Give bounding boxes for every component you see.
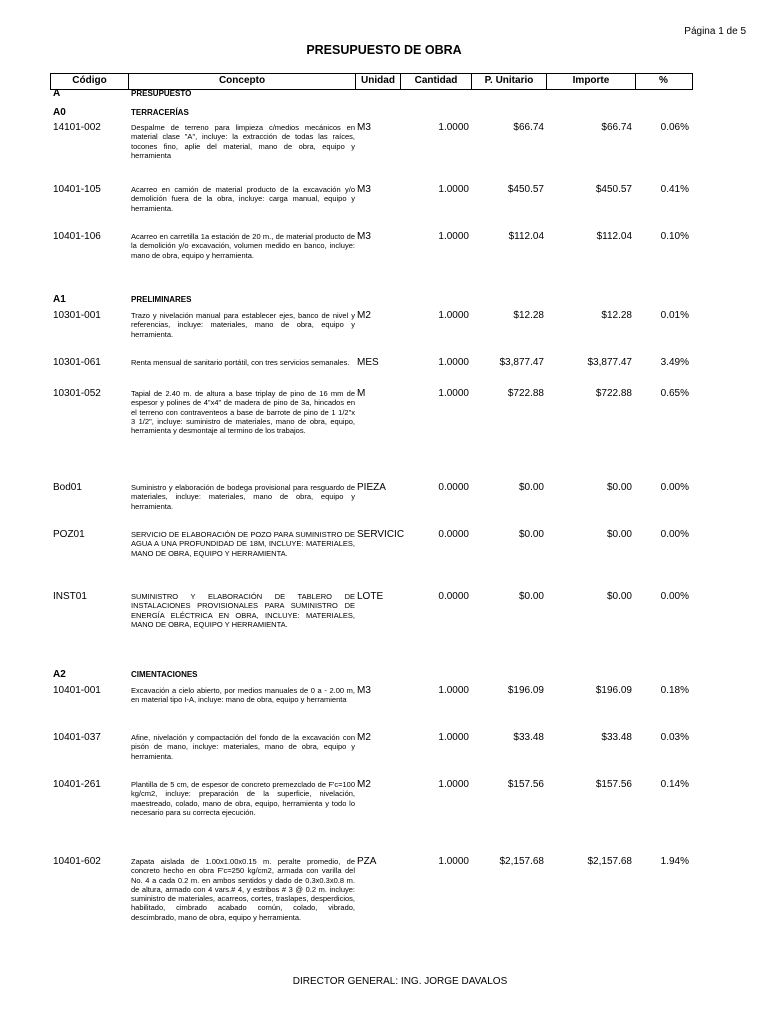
item-amount: $0.00 xyxy=(606,482,632,493)
section-title: PRELIMINARES xyxy=(131,295,192,304)
item-description: Despalme de terreno para limpieza c/medios mecánicos en material clase "A", incluye: la extracción de todas las raíces, tocones fino, aplie del material, mano de obra, equipo y herramienta xyxy=(131,123,355,160)
item-description: Acarreo en camión de material producto de la excavación y/o demolición fuera de la obra, incluye: carga manual, equipo y herramienta. xyxy=(131,185,355,213)
item-unit: M3 xyxy=(357,122,371,133)
item-unit-price: $66.74 xyxy=(513,122,544,133)
item-unit-price: $722.88 xyxy=(507,388,544,399)
col-header-cantidad: Cantidad xyxy=(401,74,472,89)
item-unit: SERVICIC xyxy=(357,529,405,540)
item-amount: $2,157.68 xyxy=(587,856,632,867)
item-amount: $112.04 xyxy=(596,231,632,242)
item-unit: M xyxy=(357,388,366,399)
item-percent: 0.18% xyxy=(660,685,689,696)
item-amount: $66.74 xyxy=(601,122,632,133)
item-unit: M3 xyxy=(357,685,371,696)
item-unit: M3 xyxy=(357,184,371,195)
item-unit: MES xyxy=(357,357,379,368)
item-amount: $157.56 xyxy=(595,779,632,790)
item-percent: 0.01% xyxy=(660,310,689,321)
item-quantity: 1.0000 xyxy=(438,856,469,867)
item-unit: M2 xyxy=(357,310,371,321)
item-quantity: 0.0000 xyxy=(438,591,469,602)
item-percent: 0.00% xyxy=(660,529,689,540)
item-description: Plantilla de 5 cm, de espesor de concreto premezclado de F'c=100 kg/cm2, incluye: preparación de la superficie, nivelación, maestreado, colado, mano de obra, equipo, herramienta y todo lo necesario para su correcta ejecución. xyxy=(131,780,355,817)
item-code: 10301-052 xyxy=(53,388,101,399)
item-code: INST01 xyxy=(53,591,87,602)
item-unit-price: $12.28 xyxy=(513,310,544,321)
item-code: 10401-602 xyxy=(53,856,101,867)
item-code: POZ01 xyxy=(53,529,85,540)
item-unit: PIEZA xyxy=(357,482,386,493)
item-amount: $12.28 xyxy=(601,310,632,321)
col-header-unidad: Unidad xyxy=(356,74,401,89)
section-title: TERRACERÍAS xyxy=(131,108,189,117)
item-percent: 0.00% xyxy=(660,591,689,602)
item-code: 10401-105 xyxy=(53,184,101,195)
item-amount: $196.09 xyxy=(595,685,632,696)
item-unit-price: $3,877.47 xyxy=(499,357,544,368)
item-quantity: 1.0000 xyxy=(438,779,469,790)
item-unit: PZA xyxy=(357,856,377,867)
item-unit: LOTE xyxy=(357,591,384,602)
col-header-p-unitario: P. Unitario xyxy=(472,74,547,89)
item-code: 10401-001 xyxy=(53,685,101,696)
document-title: PRESUPUESTO DE OBRA xyxy=(306,43,462,57)
item-quantity: 1.0000 xyxy=(438,231,469,242)
item-description: Acarreo en carretilla 1a estación de 20 m., de material producto de la demolición y/o excavación, volumen medido en banco, incluye: mano de obra, equipo y herramienta. xyxy=(131,232,355,260)
item-code: 10401-037 xyxy=(53,732,101,743)
item-description: Zapata aislada de 1.00x1.00x0.15 m. peralte promedio, de concreto hecho en obra F'c=250 kg/cm2, armada con varilla del No. 4 a cada 0.2 m. en ambos sentidos y dado de 0.3x0.3x0.8 m. de altura, armado con 4 vars.# 4, y estribos # 3 @ 0.2 m. incluye: suministro de materiales, acarreos, cortes, traslapes, desperdicios, habilitado, cimbrado acabado común, colado, vibrado, descimbrado, mano de obra, equipo y herramienta. xyxy=(131,857,355,922)
item-code: 14101-002 xyxy=(53,122,101,133)
root-title: PRESUPUESTO xyxy=(131,89,192,98)
item-percent: 3.49% xyxy=(660,357,689,368)
section-title: CIMENTACIONES xyxy=(131,670,198,679)
item-unit: M3 xyxy=(357,231,371,242)
item-quantity: 0.0000 xyxy=(438,529,469,540)
item-unit-price: $450.57 xyxy=(507,184,544,195)
item-description: Afine, nivelación y compactación del fondo de la excavación con pisón de mano, incluye: materiales, mano de obra, equipo y herramienta. xyxy=(131,733,355,761)
item-description: Trazo y nivelación manual para establecer ejes, banco de nivel y referencias, incluye: materiales, mano de obra, equipo y herramienta. xyxy=(131,311,355,339)
item-description: Excavación a cielo abierto, por medios manuales de 0 a - 2.00 m, en material tipo I-A, incluye: mano de obra, equipo y herramienta xyxy=(131,686,355,705)
item-unit-price: $112.04 xyxy=(508,231,544,242)
item-description: Suministro y elaboración de bodega provisional para resguardo de materiales, incluye: materiales, mano de obra, equipo y herramienta. xyxy=(131,483,355,511)
item-description: Renta mensual de sanitario portátil, con tres servicios semanales. xyxy=(131,358,350,367)
item-amount: $33.48 xyxy=(601,732,632,743)
item-percent: 0.10% xyxy=(660,231,689,242)
item-quantity: 1.0000 xyxy=(438,122,469,133)
item-unit: M2 xyxy=(357,779,371,790)
item-quantity: 1.0000 xyxy=(438,732,469,743)
item-percent: 0.03% xyxy=(660,732,689,743)
item-unit: M2 xyxy=(357,732,371,743)
footer-signature: DIRECTOR GENERAL: ING. JORGE DAVALOS xyxy=(292,976,508,987)
root-code: A xyxy=(53,88,61,99)
item-code: 10301-001 xyxy=(53,310,101,321)
item-amount: $450.57 xyxy=(595,184,632,195)
item-percent: 1.94% xyxy=(660,856,689,867)
item-quantity: 1.0000 xyxy=(438,685,469,696)
col-header-concepto: Concepto xyxy=(129,74,356,89)
item-code: Bod01 xyxy=(53,482,82,493)
item-quantity: 1.0000 xyxy=(438,357,469,368)
item-code: 10301-061 xyxy=(53,357,101,368)
section-code: A1 xyxy=(53,294,66,305)
item-percent: 0.41% xyxy=(660,184,689,195)
section-code: A2 xyxy=(53,669,66,680)
item-description: Tapial de 2.40 m. de altura a base triplay de pino de 16 mm de espesor y polines de 4"x4" de madera de pino de 3a, hincados en el terreno con contraventeos a base de barrote de pino de 1 1/2"x 3 1/2", incluye: suministro de materiales, mano de obra, equipo, herramienta y desmontaje al termino de los trabajos. xyxy=(131,389,355,436)
page-number: Página 1 de 5 xyxy=(684,26,746,37)
item-unit-price: $0.00 xyxy=(518,529,544,540)
item-code: 10401-261 xyxy=(53,779,101,790)
item-amount: $0.00 xyxy=(606,529,632,540)
item-quantity: 1.0000 xyxy=(438,184,469,195)
item-unit-price: $0.00 xyxy=(518,482,544,493)
item-quantity: 1.0000 xyxy=(438,388,469,399)
col-header-pct: % xyxy=(659,75,668,86)
section-code: A0 xyxy=(53,107,66,118)
col-header-importe: Importe xyxy=(547,74,636,89)
item-unit-price: $196.09 xyxy=(507,685,544,696)
item-quantity: 0.0000 xyxy=(438,482,469,493)
item-unit-price: $2,157.68 xyxy=(499,856,544,867)
item-description: SERVICIO DE ELABORACIÓN DE POZO PARA SUMINISTRO DE AGUA A UNA PROFUNDIDAD DE 18M, INCLUYE: MATERIALES, MANO DE OBRA, EQUIPO Y HERRAMIENTA. xyxy=(131,530,355,558)
item-unit-price: $0.00 xyxy=(518,591,544,602)
item-percent: 0.06% xyxy=(660,122,689,133)
item-unit-price: $33.48 xyxy=(513,732,544,743)
item-description: SUMINISTRO Y ELABORACIÓN DE TABLERO DE INSTALACIONES PROVISIONALES PARA SUMINISTRO DE ENERGÍA ELÉCTRICA EN OBRA, INCLUYE: MATERIALES, MANO DE OBRA, EQUIPO Y HERRAMIENTA. xyxy=(131,592,355,629)
item-percent: 0.65% xyxy=(660,388,689,399)
item-unit-price: $157.56 xyxy=(507,779,544,790)
item-percent: 0.00% xyxy=(660,482,689,493)
item-amount: $3,877.47 xyxy=(587,357,632,368)
item-amount: $0.00 xyxy=(606,591,632,602)
item-code: 10401-106 xyxy=(53,231,101,242)
col-header-codigo: Código xyxy=(51,74,129,89)
item-amount: $722.88 xyxy=(595,388,632,399)
item-percent: 0.14% xyxy=(660,779,689,790)
item-quantity: 1.0000 xyxy=(438,310,469,321)
